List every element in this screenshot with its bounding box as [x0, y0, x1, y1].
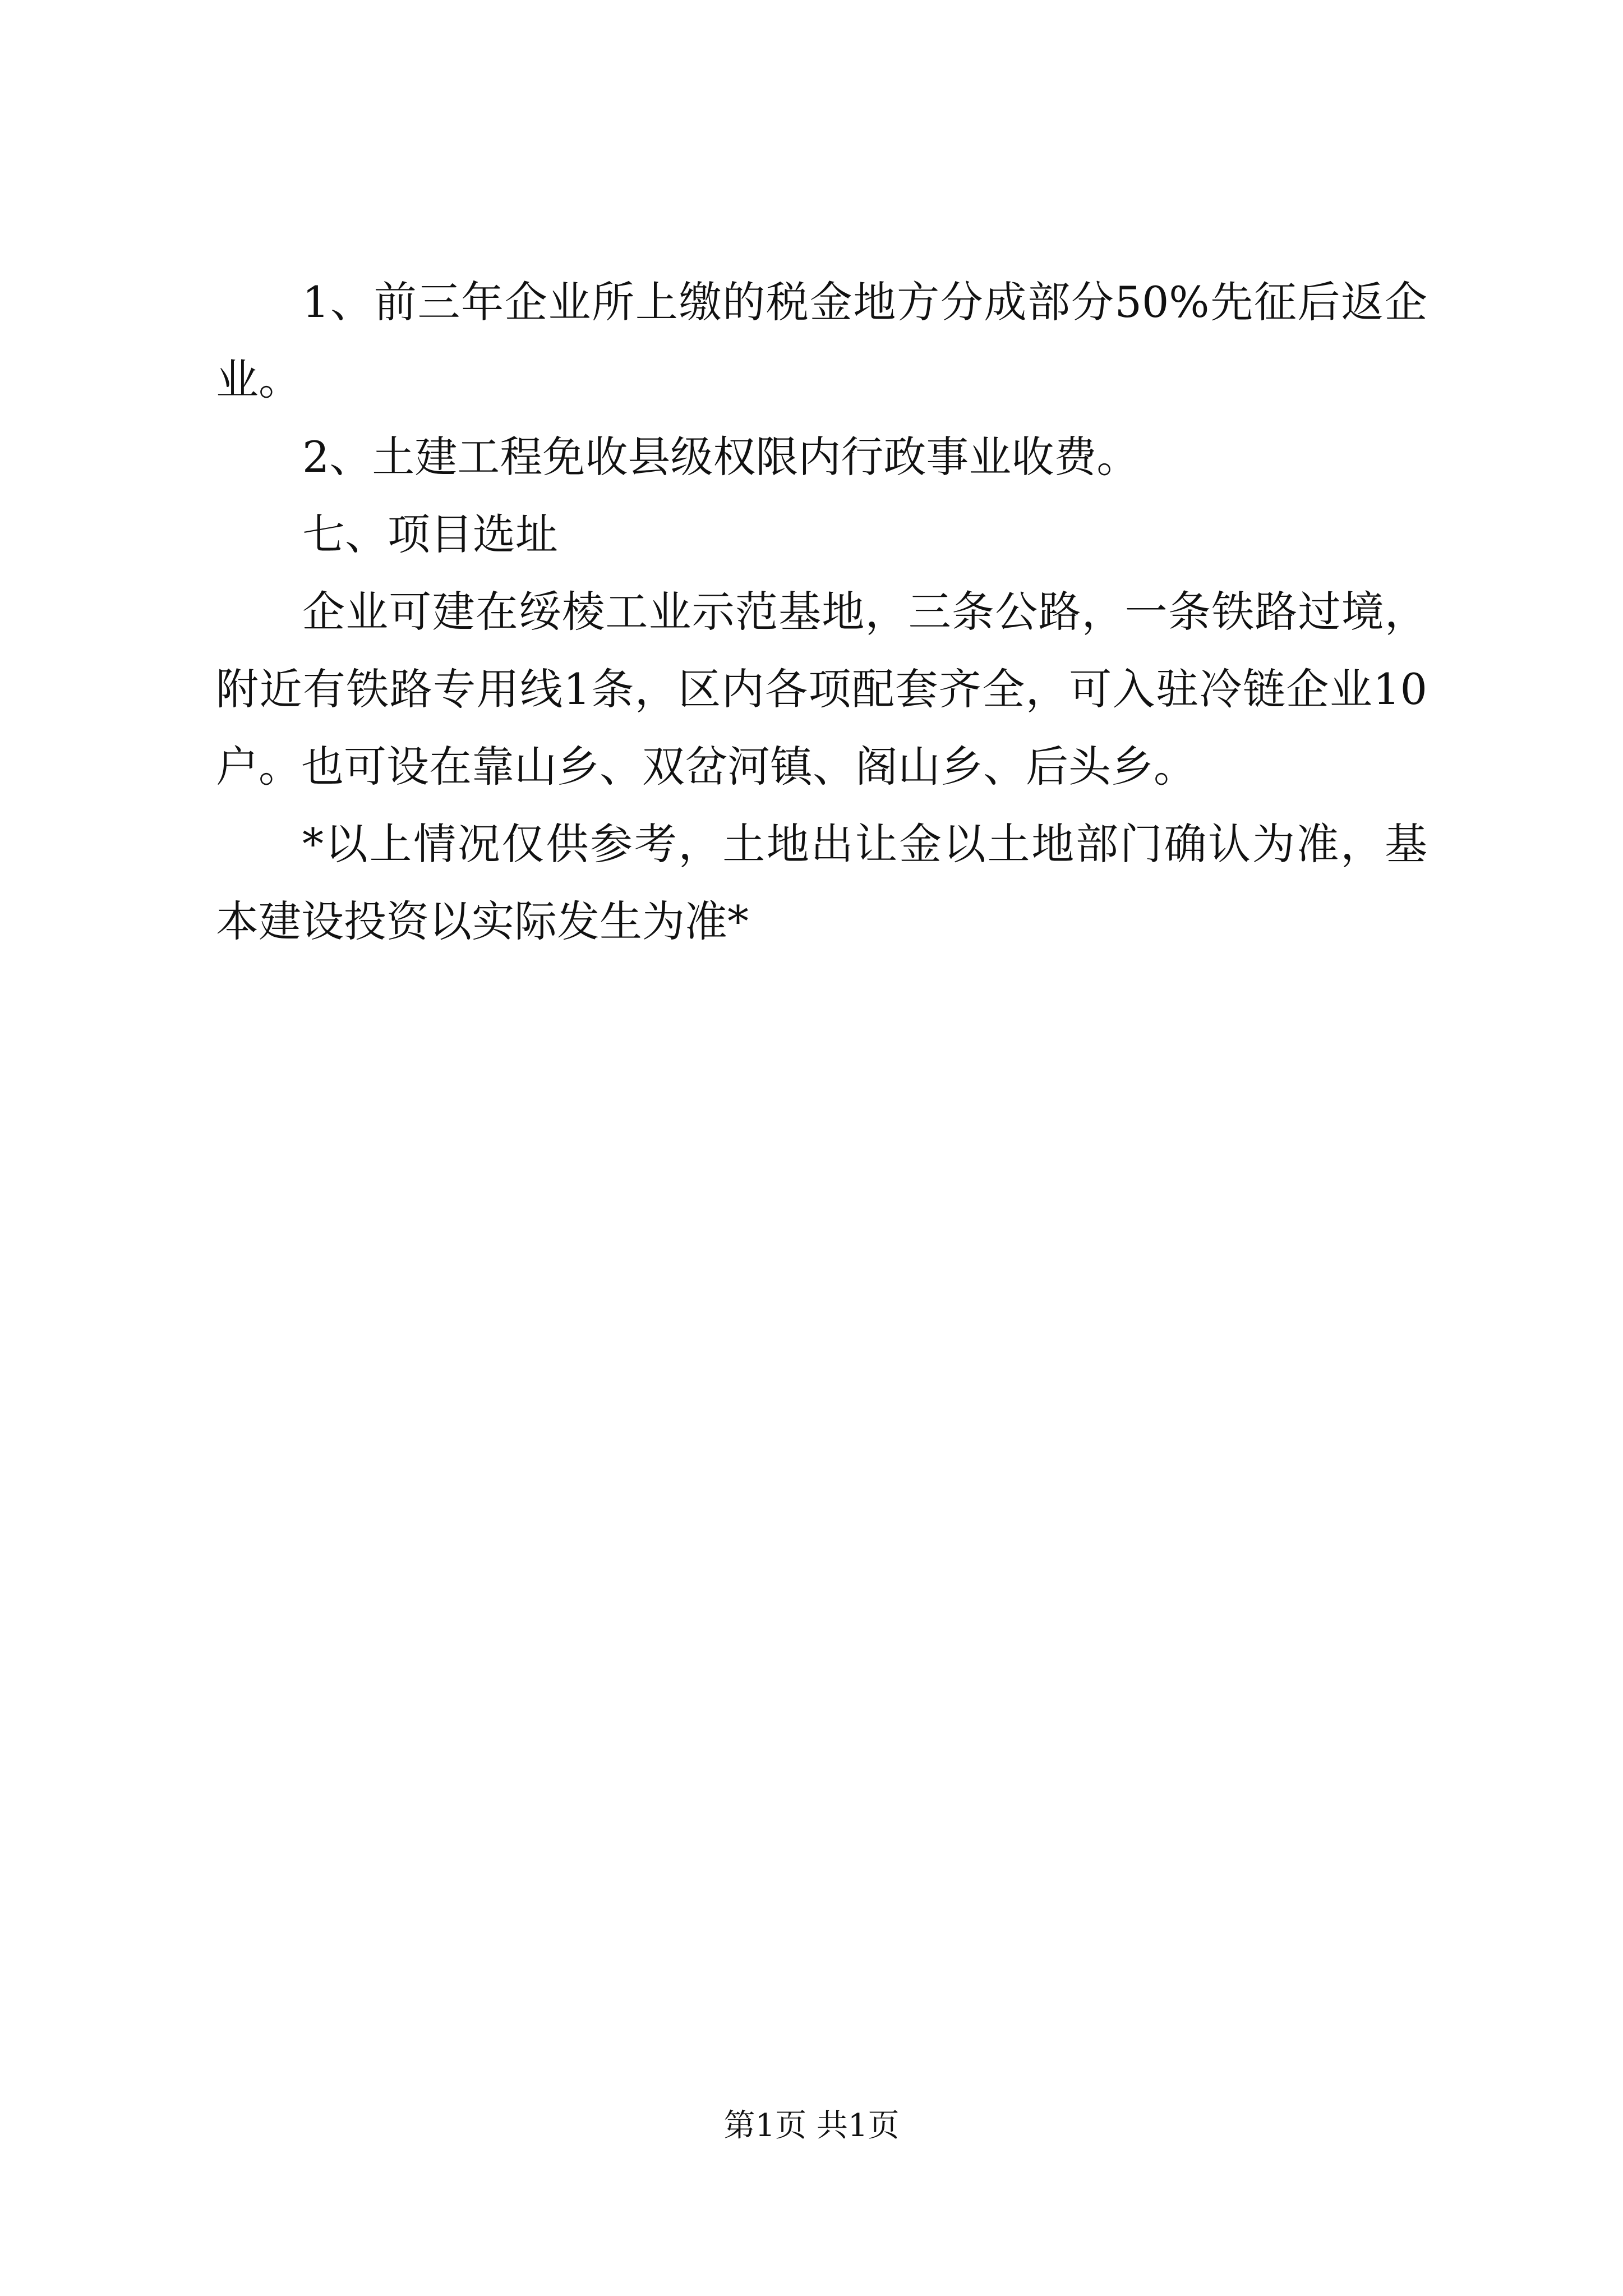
paragraph-fee-exemption: 2、土建工程免收县级权限内行政事业收费。	[302, 432, 1140, 482]
document-body	[216, 264, 1427, 960]
section-heading-project-site: 七、项目选址	[302, 509, 558, 559]
paragraph-site-description: 企业可建在绥棱工业示范基地，三条公路，一条铁路过境，附近有铁路专用线1条，区内各项配套齐全，可入驻冷链企业10户。也可设在靠山乡、双岔河镇、阁山乡、后头乡。	[216, 587, 1427, 792]
paragraph-disclaimer: *以上情况仅供参考，土地出让金以土地部门确认为准，基本建设投资以实际发生为准*	[216, 819, 1427, 946]
page-number-footer: 第1页 共1页	[723, 2108, 900, 2144]
paragraph-tax-refund: 1、前三年企业所上缴的税金地方分成部分50%先征后返企业。	[216, 277, 1427, 404]
